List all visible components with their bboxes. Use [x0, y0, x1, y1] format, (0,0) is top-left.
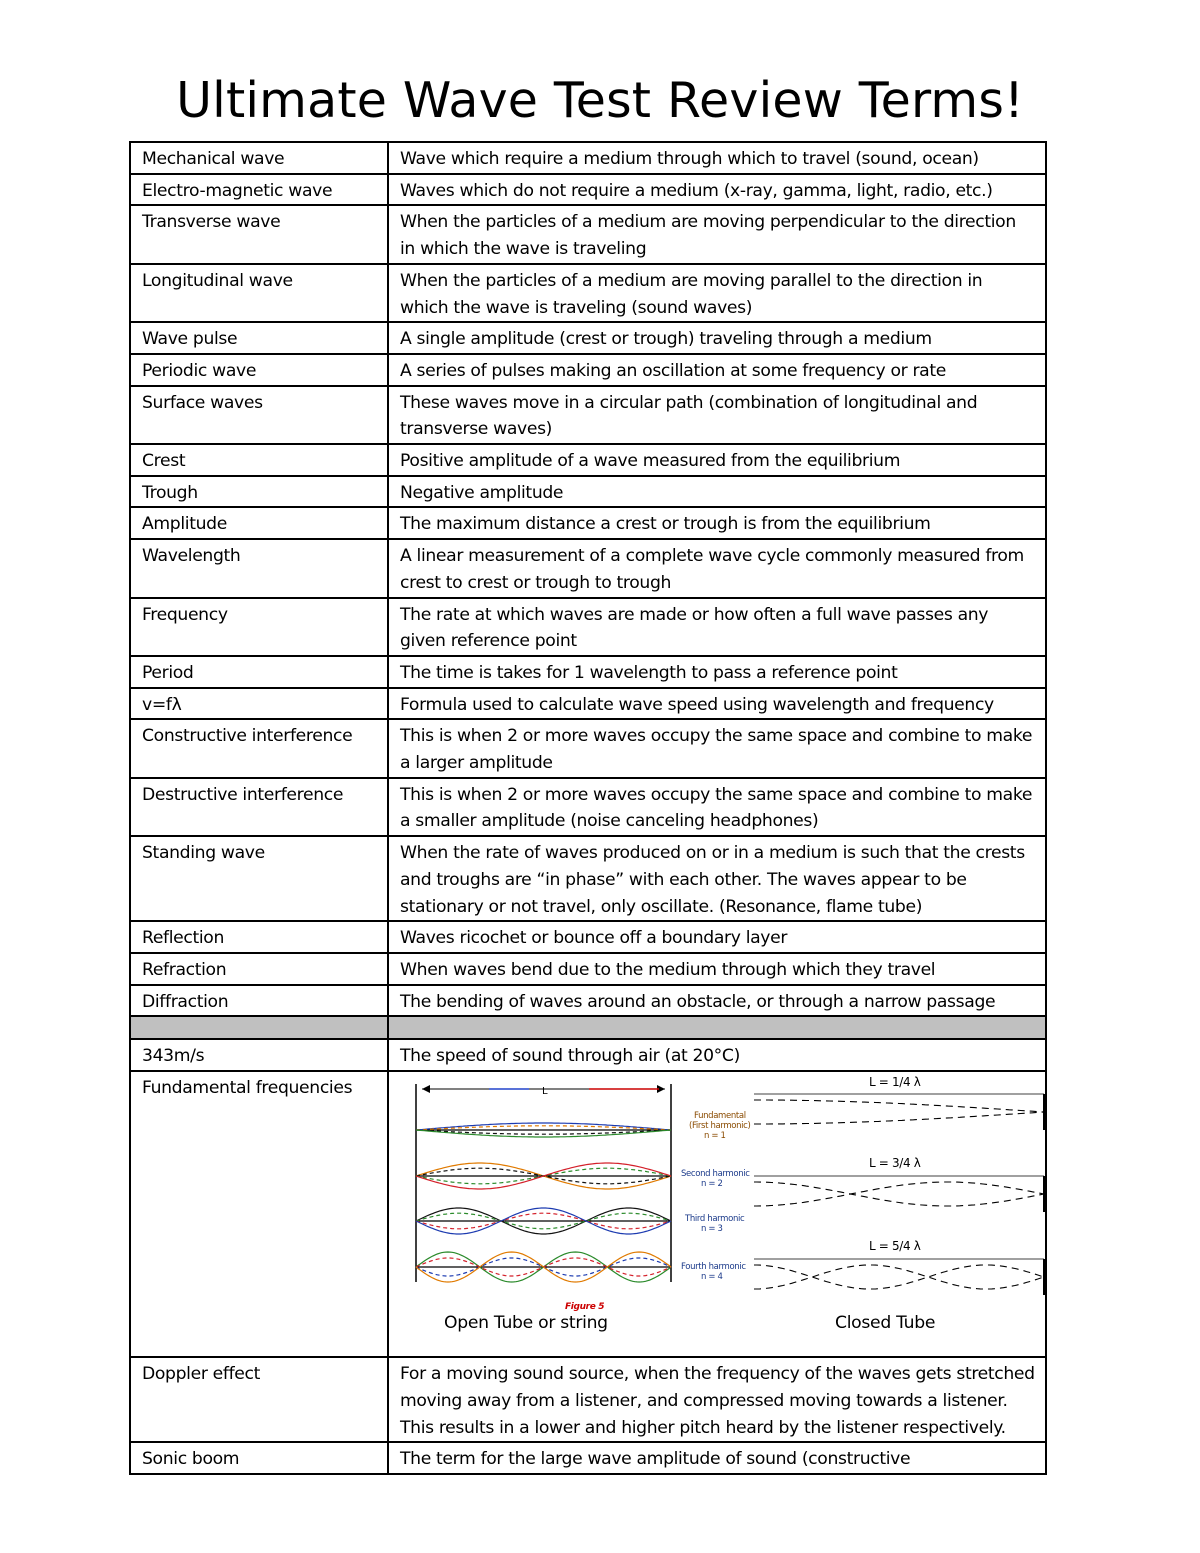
term-cell: Diffraction [130, 985, 388, 1017]
table-row [130, 205, 1046, 263]
definition-cell: The maximum distance a crest or trough is from the equilibrium [388, 507, 1046, 539]
definition-cell: When the particles of a medium are moving perpendicular to the direction in which the wave is traveling [388, 205, 1046, 263]
term-cell: Refraction [130, 953, 388, 985]
term-cell: Standing wave [130, 836, 388, 921]
closed-tube-caption: Closed Tube [835, 1313, 936, 1334]
term-cell: Trough [130, 476, 388, 508]
definition-cell: When the particles of a medium are moving parallel to the direction in which the wave is traveling (sound waves) [388, 264, 1046, 322]
definition-cell: Wave which require a medium through which to travel (sound, ocean) [388, 142, 1046, 174]
closed-length-label: L = 1/4 λ [869, 1075, 921, 1090]
open-tube-caption: Open Tube or string [444, 1313, 608, 1334]
term-cell: Frequency [130, 598, 388, 656]
term-cell: Mechanical wave [130, 142, 388, 174]
definition-cell: When the rate of waves produced on or in a medium is such that the crests and troughs are “in phase” with each other. The waves appear to be stationary or not travel, only oscillate. (Resonance, flame tube) [388, 836, 1046, 921]
definition-cell: For a moving sound source, when the frequency of the waves gets stretched moving away from a listener, and compressed moving towards a listener. This results in a lower and higher pitch heard by the listener respectively. [388, 1357, 1046, 1442]
definition-cell: Positive amplitude of a wave measured from the equilibrium [388, 444, 1046, 476]
term-cell: Amplitude [130, 507, 388, 539]
table-row [130, 985, 1046, 1017]
table-row [130, 1442, 1046, 1474]
table-row [130, 778, 1046, 836]
table-row [130, 476, 1046, 508]
table-row [130, 1357, 1046, 1442]
harmonic-label: n = 4 [701, 1272, 723, 1283]
definition-cell: Negative amplitude [388, 476, 1046, 508]
term-cell: Wavelength [130, 539, 388, 597]
table-row [130, 386, 1046, 444]
definition-cell: A single amplitude (crest or trough) traveling through a medium [388, 322, 1046, 354]
definition-cell: These waves move in a circular path (combination of longitudinal and transverse waves) [388, 386, 1046, 444]
term-cell: Reflection [130, 921, 388, 953]
definition-cell: When waves bend due to the medium through which they travel [388, 953, 1046, 985]
table-row [130, 953, 1046, 985]
harmonic-label: Third harmonic [685, 1214, 745, 1225]
harmonic-label: n = 1 [704, 1131, 726, 1142]
definition-cell: The rate at which waves are made or how often a full wave passes any given reference point [388, 598, 1046, 656]
table-row [130, 444, 1046, 476]
figure-label: Figure 5 [565, 1302, 605, 1313]
definition-cell: This is when 2 or more waves occupy the same space and combine to make a larger amplitude [388, 719, 1046, 777]
wave-curve [416, 1123, 671, 1130]
harmonic-label: n = 2 [701, 1179, 723, 1190]
definition-cell: A linear measurement of a complete wave cycle commonly measured from crest to crest or trough to trough [388, 539, 1046, 597]
table-row [130, 921, 1046, 953]
term-cell: Longitudinal wave [130, 264, 388, 322]
table-row [130, 322, 1046, 354]
definition-cell: A series of pulses making an oscillation at some frequency or rate [388, 354, 1046, 386]
definition-cell: Formula used to calculate wave speed using wavelength and frequency [388, 688, 1046, 720]
harmonic-label: Second harmonic [681, 1169, 750, 1180]
table-row [130, 1071, 1046, 1357]
table-row [130, 836, 1046, 921]
closed-wave-curve [754, 1112, 1044, 1124]
term-cell: Fundamental frequencies [130, 1071, 388, 1357]
definition-cell: The bending of waves around an obstacle, or through a narrow passage [388, 985, 1046, 1017]
definition-cell: This is when 2 or more waves occupy the same space and combine to make a smaller amplitude (noise canceling headphones) [388, 778, 1046, 836]
table-row [130, 507, 1046, 539]
term-cell: Doppler effect [130, 1357, 388, 1442]
term-cell: Electro-magnetic wave [130, 174, 388, 206]
term-cell: 343m/s [130, 1039, 388, 1071]
term-cell: Constructive interference [130, 719, 388, 777]
definition-cell: The speed of sound through air (at 20°C) [388, 1039, 1046, 1071]
table-row [130, 598, 1046, 656]
closed-tube-diagram [754, 1075, 1044, 1295]
terms-table [129, 141, 1047, 1475]
length-label: L [542, 1086, 548, 1098]
harmonic-label: n = 3 [701, 1224, 723, 1235]
table-row [130, 656, 1046, 688]
table-row [130, 354, 1046, 386]
term-cell: Wave pulse [130, 322, 388, 354]
page-title: Ultimate Wave Test Review Terms! [176, 72, 1024, 129]
wave-curve [416, 1130, 671, 1137]
standing-wave-curves [416, 1123, 671, 1282]
term-cell: Period [130, 656, 388, 688]
separator-cell [130, 1016, 388, 1039]
definition-cell: The time is takes for 1 wavelength to pass a reference point [388, 656, 1046, 688]
definition-cell: Waves ricochet or bounce off a boundary layer [388, 921, 1046, 953]
term-cell: Periodic wave [130, 354, 388, 386]
table-row [130, 174, 1046, 206]
table-row [130, 142, 1046, 174]
terms-table-body [130, 142, 1046, 1474]
harmonic-label: Fourth harmonic [681, 1262, 746, 1273]
term-cell: Transverse wave [130, 205, 388, 263]
table-row [130, 719, 1046, 777]
separator-row [130, 1016, 1046, 1039]
table-row [130, 539, 1046, 597]
definition-cell: Waves which do not require a medium (x-ray, gamma, light, radio, etc.) [388, 174, 1046, 206]
term-cell: Crest [130, 444, 388, 476]
definition-cell: The term for the large wave amplitude of sound (constructive [388, 1442, 1046, 1474]
closed-length-label: L = 3/4 λ [869, 1156, 921, 1171]
term-cell: Destructive interference [130, 778, 388, 836]
separator-cell [388, 1016, 1046, 1039]
term-cell: Sonic boom [130, 1442, 388, 1474]
closed-wave-curve [754, 1100, 1044, 1112]
harmonic-label: (First harmonic) [689, 1121, 751, 1132]
closed-length-label: L = 5/4 λ [869, 1239, 921, 1254]
table-row [130, 1039, 1046, 1071]
closed-tube-curves [754, 1094, 1044, 1295]
term-cell: Surface waves [130, 386, 388, 444]
open-tube-diagram [416, 1084, 671, 1282]
table-row [130, 264, 1046, 322]
term-cell: v=fλ [130, 688, 388, 720]
harmonics-figure-cell [388, 1071, 1046, 1357]
table-row [130, 688, 1046, 720]
harmonic-label: Fundamental [694, 1111, 746, 1122]
